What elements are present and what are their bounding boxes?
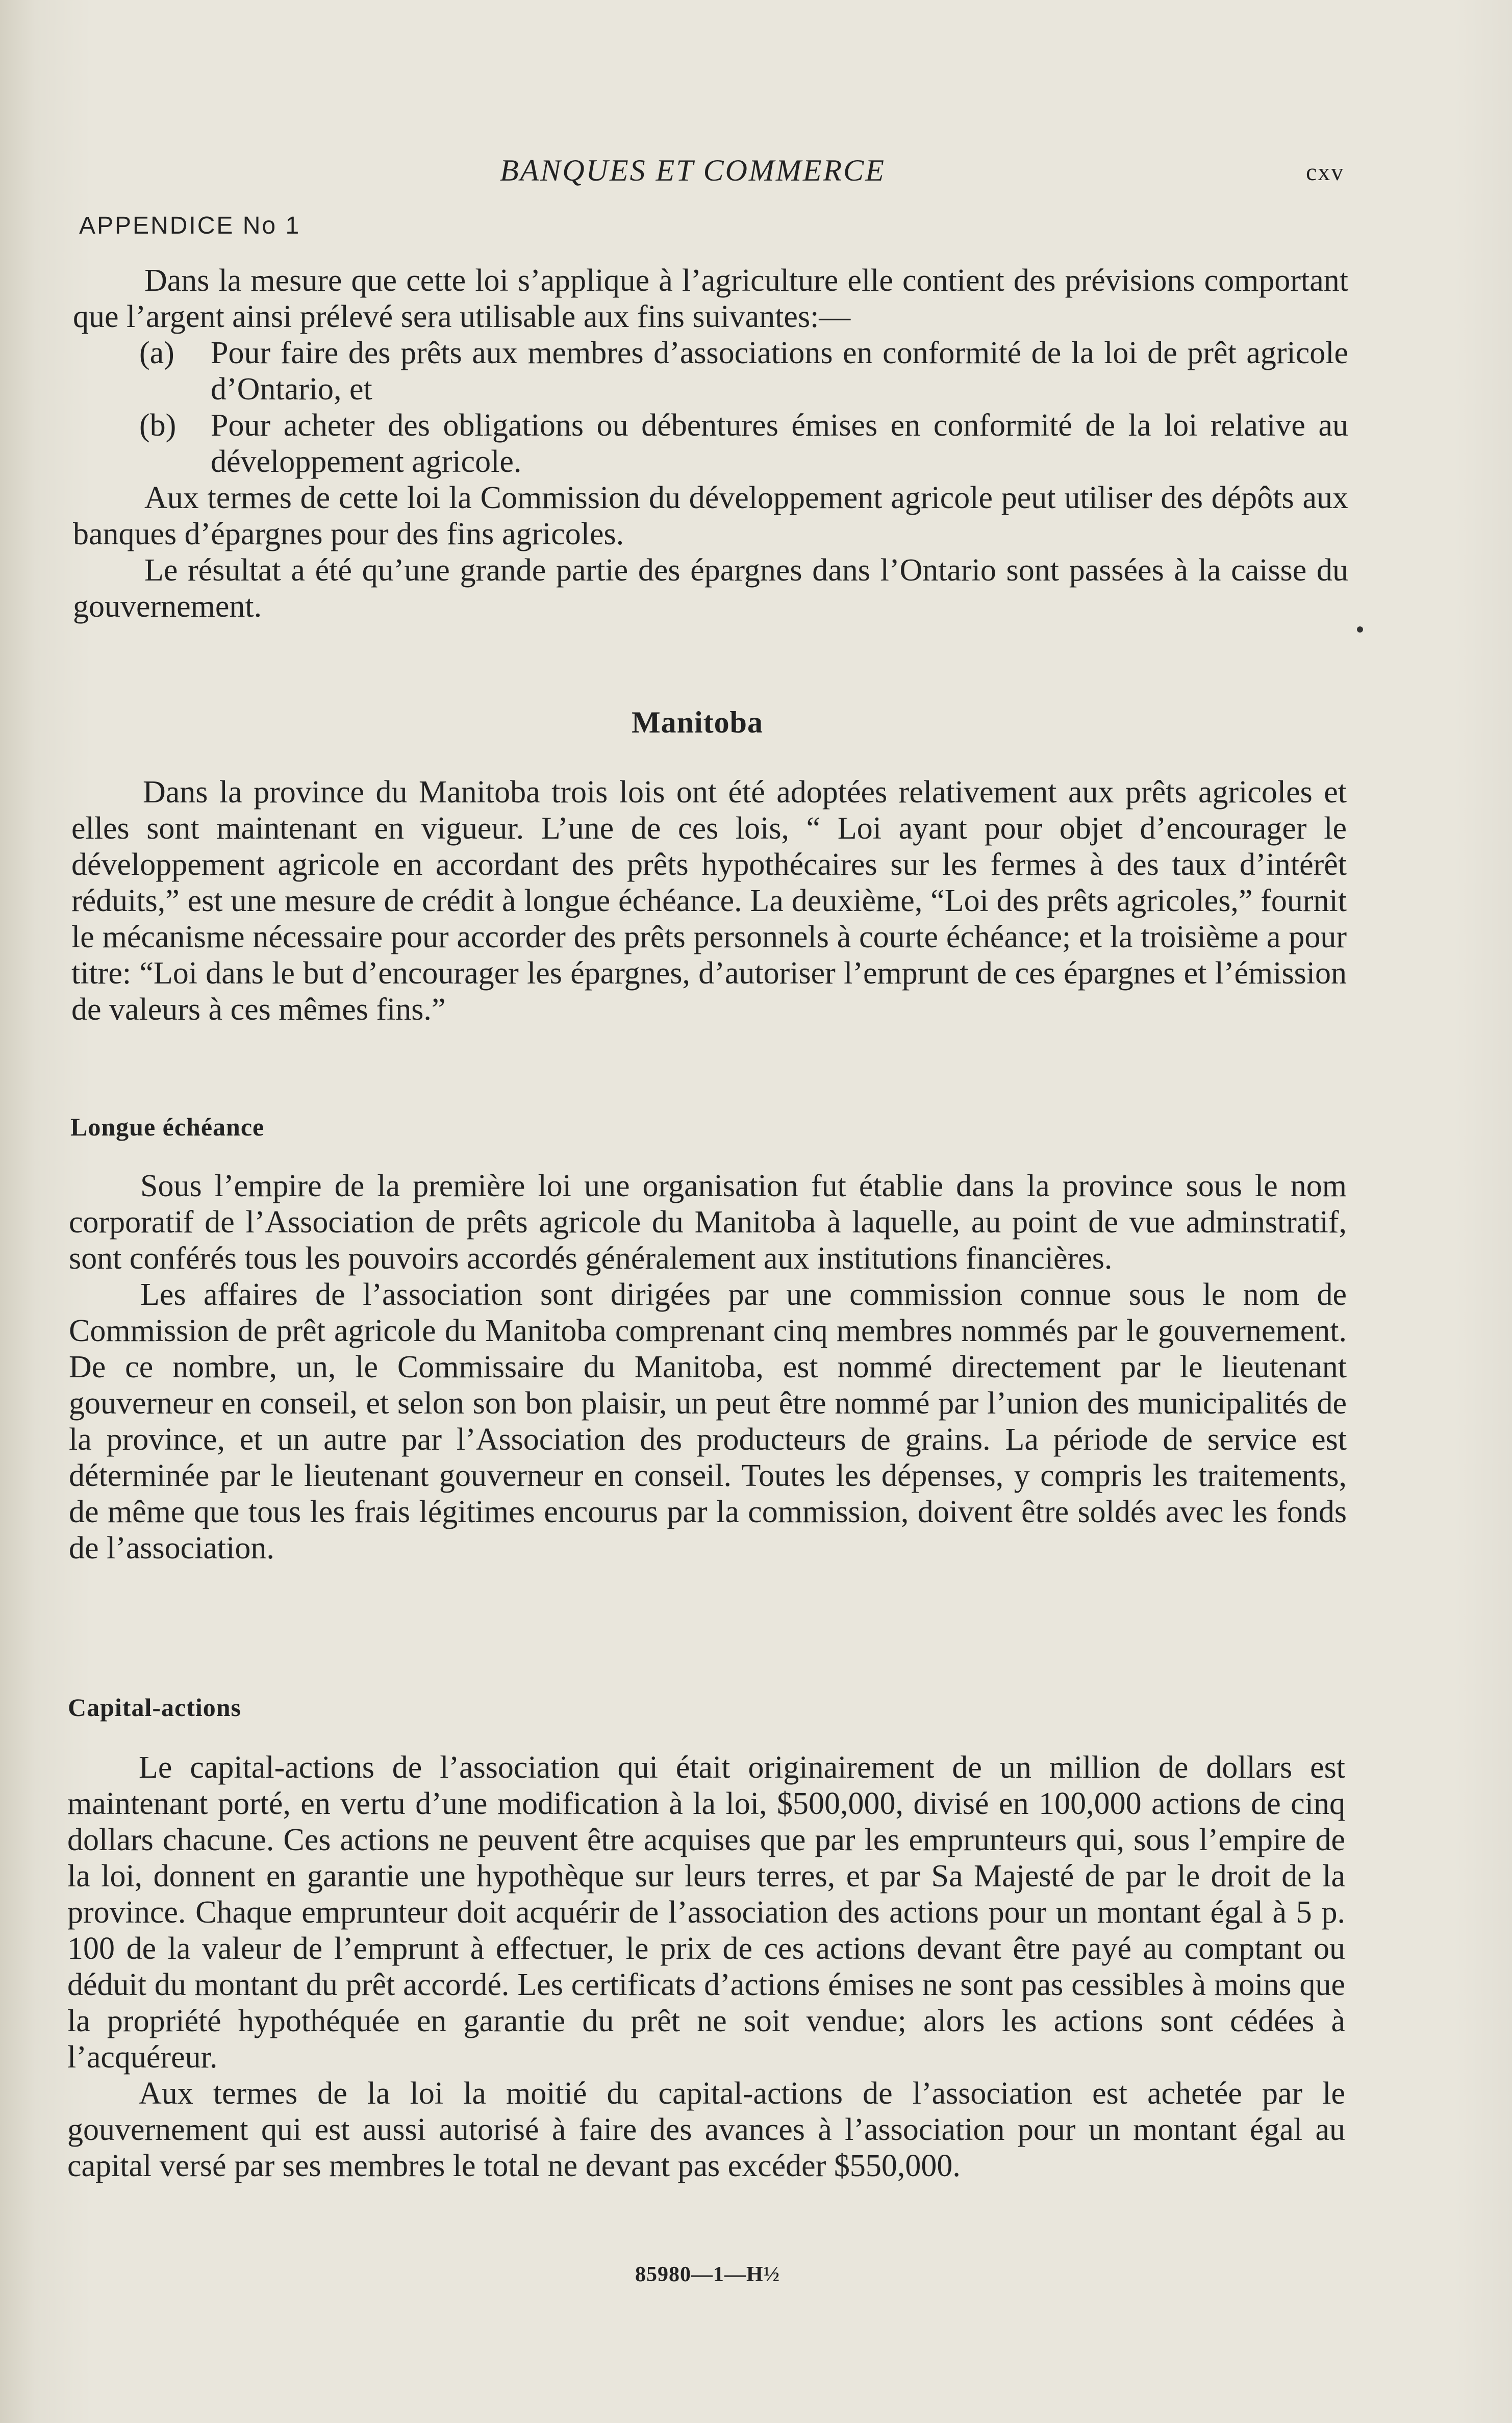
ontario-list-item-b <box>73 408 1348 480</box>
manitoba-paragraph-1: Dans la province du Manitoba trois lois ont été adoptées relativement aux prêts agricoles et elles sont maintenant en vigueur. L’une de ces lois, “ Loi ayant pour objet d’encourager le développement agricole en accordant des prêts hypothécaires sur les fermes à des taux d’intérêt réduits,” est une mesure de crédit à longue échéance. La deuxième, “Loi des prêts agricoles,” fournit le mécanisme nécessaire pour accorder des prêts personnels à courte échéance; et la troisième a pour titre: “Loi dans le but d’encourager les épargnes, d’autoriser l’emprunt de ces épargnes et l’émission de valeurs à ces mêmes fins.” <box>71 775 1347 1027</box>
list-marker-a: (a) <box>139 336 174 370</box>
longue-paragraph-1: Sous l’empire de la première loi une organisation fut établie dans la province sous le nom corporatif de l’Association de prêts agricole du Manitoba à laquelle, au point de vue adminstratif, sont conférés tous les pouvoirs accordés généralement aux institutions financières. <box>69 1169 1347 1276</box>
running-title: BANQUES ET COMMERCE <box>500 154 886 187</box>
ontario-section <box>73 263 1348 625</box>
ontario-intro-paragraph: Dans la mesure que cette loi s’applique à l’agriculture elle contient des prévisions comportant que l’argent ainsi prélevé sera utilisable aux fins suivantes:— <box>73 263 1348 334</box>
ontario-paragraph-2: Aux termes de cette loi la Commission du développement agricole peut utiliser des dépôts aux banques d’épargnes pour des fins agricoles. <box>73 481 1348 551</box>
footer-code: 85980—1—H½ <box>635 2263 780 2286</box>
list-marker-b: (b) <box>139 408 177 443</box>
capital-paragraph-1: Le capital-actions de l’association qui était originairement de un million de dollars est maintenant porté, en vertu d’une modification à la loi, $500,000, divisé en 100,000 actions de cinq dollars chacune. Ces actions ne peuvent être acquises que par les emprunteurs qui, sous l’empire de la loi, donnent en garantie une hypothèque sur leurs terres, et par Sa Majesté de par le droit de la province. Chaque emprunteur doit acquérir de l’association des actions pour un montant égal à 5 p. 100 de la valeur de l’emprunt à effectuer, le prix de ces actions devant être payé au comptant ou déduit du montant du prêt accordé. Les certificats d’actions émises ne sont pas cessibles à moins que la propriété hypothéquée en garantie du prêt ne soit vendue; alors les actions sont cédées à l’acquéreur. <box>67 1750 1345 2075</box>
ontario-list-item-a <box>73 335 1348 408</box>
longue-echeance-section <box>69 1168 1347 1567</box>
capital-actions-heading: Capital-actions <box>68 1693 241 1722</box>
longue-paragraph-2: Les affaires de l’association sont dirigées par une commission connue sous le nom de Commission de prêt agricole du Manitoba comprenant cinq membres nommés par le gouvernement. De ce nombre, un, le Commissaire du Manitoba, est nommé directement par le lieutenant gouverneur en conseil, et selon son bon plaisir, un peut être nommé par l’union des municipalités de la province, et un autre par l’Association des producteurs de grains. La période de service est déterminée par le lieutenant gouverneur en conseil. Toutes les dépenses, y compris les traitements, de même que tous les frais légitimes encourus par la commission, doivent être soldés avec les fonds de l’association. <box>69 1277 1347 1566</box>
manitoba-heading: Manitoba <box>632 705 764 739</box>
longue-echeance-heading: Longue échéance <box>70 1113 265 1141</box>
list-text-a: Pour faire des prêts aux membres d’associations en conformité de la loi de prêt agricole d’Ontario, et <box>211 336 1348 407</box>
page-header <box>0 153 1512 194</box>
page-number: cxv <box>1306 159 1345 186</box>
margin-dot <box>1357 626 1363 633</box>
manitoba-section <box>71 774 1347 1028</box>
appendix-label: APPENDICE No 1 <box>79 212 301 239</box>
ontario-paragraph-3: Le résultat a été qu’une grande partie des épargnes dans l’Ontario sont passées à la caisse du gouvernement. <box>73 553 1348 624</box>
capital-actions-section <box>67 1750 1345 2184</box>
capital-paragraph-2: Aux termes de la loi la moitié du capital-actions de l’association est achetée par le gouvernement qui est aussi autorisé à faire des avances à l’association pour un montant égal au capital versé par ses membres le total ne devant pas excéder $550,000. <box>67 2076 1345 2183</box>
list-text-b: Pour acheter des obligations ou débentures émises en conformité de la loi relative au développement agricole. <box>211 408 1348 479</box>
